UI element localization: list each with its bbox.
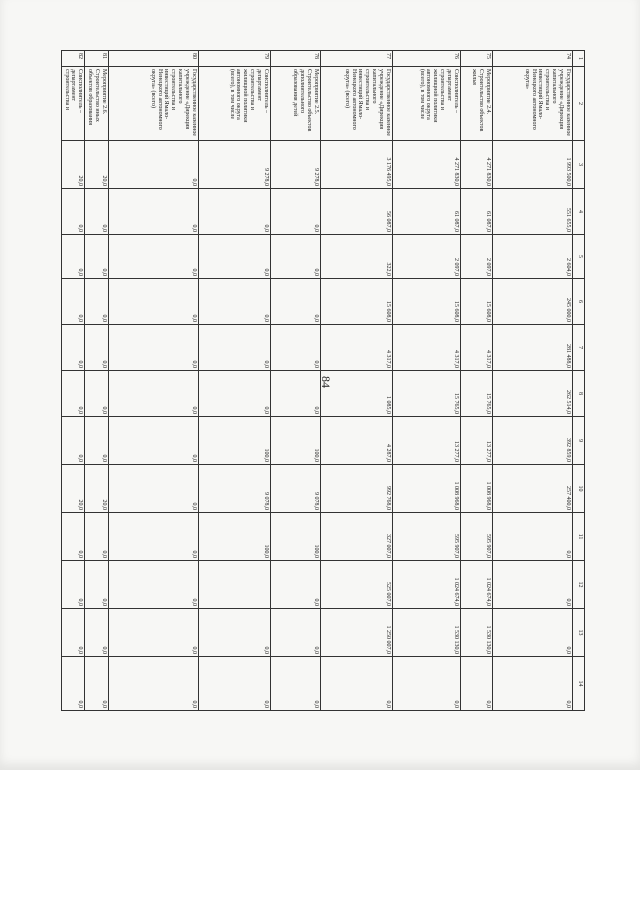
value-cell: 1 008 968,0 <box>461 465 493 513</box>
row-number: 76 <box>393 51 461 67</box>
value-cell: 0,0 <box>109 141 199 189</box>
value-cell: 20,0 <box>85 141 109 189</box>
value-cell: 20,0 <box>85 465 109 513</box>
value-cell: 9 078,0 <box>199 465 271 513</box>
value-cell: 15 608,0 <box>321 279 393 325</box>
value-cell: 0,0 <box>109 371 199 417</box>
budget-table <box>61 50 585 711</box>
value-cell: 100,0 <box>271 513 321 561</box>
value-cell: 1 008 968,0 <box>393 465 461 513</box>
value-cell: 0,0 <box>61 371 85 417</box>
row-number: 74 <box>493 51 573 67</box>
row-name: Соисполнитель – департамент строительства и жилищной политики автономного округа (всего), в том числе <box>393 67 461 141</box>
column-header: 10 <box>573 465 585 513</box>
value-cell: 20,0 <box>61 465 85 513</box>
table-row <box>61 51 85 711</box>
row-number: 75 <box>461 51 493 67</box>
value-cell: 0,0 <box>199 371 271 417</box>
value-cell: 0,0 <box>85 657 109 711</box>
value-cell: 0,0 <box>393 657 461 711</box>
value-cell: 0,0 <box>109 609 199 657</box>
value-cell: 1 530 130,0 <box>461 609 493 657</box>
value-cell: 0,0 <box>109 513 199 561</box>
row-number: 80 <box>109 51 199 67</box>
value-cell: 327 007,0 <box>321 513 393 561</box>
value-cell: 245 000,0 <box>493 279 573 325</box>
value-cell: 3 176 495,0 <box>321 141 393 189</box>
value-cell: 61 087,0 <box>393 189 461 235</box>
column-header: 12 <box>573 561 585 609</box>
value-cell: 0,0 <box>85 609 109 657</box>
value-cell: 0,0 <box>61 279 85 325</box>
value-cell: 262 514,0 <box>493 371 573 417</box>
column-header: 11 <box>573 513 585 561</box>
value-cell: 0,0 <box>61 513 85 561</box>
table-body <box>61 51 572 711</box>
value-cell: 100,0 <box>199 417 271 465</box>
value-cell: 0,0 <box>61 417 85 465</box>
row-name: Соисполнитель – департамент строительства и <box>61 67 85 141</box>
row-number: 78 <box>271 51 321 67</box>
table-row <box>85 51 109 711</box>
value-cell: 1 250 007,0 <box>321 609 393 657</box>
column-header: 7 <box>573 325 585 371</box>
column-header: 2 <box>573 67 585 141</box>
value-cell: 4 317,0 <box>321 325 393 371</box>
value-cell: 4 317,0 <box>461 325 493 371</box>
table-row <box>109 51 199 711</box>
value-cell: 595 907,0 <box>461 513 493 561</box>
row-number: 79 <box>199 51 271 67</box>
table-row <box>393 51 461 711</box>
page-number: 84 <box>319 376 333 388</box>
table-header-row <box>573 51 585 711</box>
value-cell: 0,0 <box>61 235 85 279</box>
column-header: 9 <box>573 417 585 465</box>
table-row <box>461 51 493 711</box>
table-row <box>321 51 393 711</box>
value-cell: 4 317,0 <box>393 325 461 371</box>
value-cell: 61 087,0 <box>461 189 493 235</box>
column-header: 3 <box>573 141 585 189</box>
value-cell: 0,0 <box>61 189 85 235</box>
row-name: Мероприятие 2.5. Строительство объектов дополнительного образования детей <box>271 67 321 141</box>
value-cell: 0,0 <box>493 609 573 657</box>
value-cell: 1 993 500,0 <box>493 141 573 189</box>
table-row <box>271 51 321 711</box>
value-cell: 4 271 830,0 <box>461 141 493 189</box>
value-cell: 15 765,0 <box>461 371 493 417</box>
value-cell: 0,0 <box>493 513 573 561</box>
value-cell: 1 024 674,0 <box>461 561 493 609</box>
value-cell: 0,0 <box>85 279 109 325</box>
value-cell: 0,0 <box>61 609 85 657</box>
value-cell: 992 768,0 <box>321 465 393 513</box>
value-cell: 13 277,0 <box>393 417 461 465</box>
value-cell: 322,0 <box>321 235 393 279</box>
column-header: 1 <box>573 51 585 67</box>
value-cell: 0,0 <box>85 561 109 609</box>
rotated-table-area <box>63 50 585 710</box>
value-cell: 0,0 <box>199 235 271 279</box>
value-cell: 0,0 <box>109 561 199 609</box>
row-name: Государственное казенное учреждение «Дирекция капитального строительства и инвестиций Ямало-Ненецкого автономного округа» (всего) <box>321 67 393 141</box>
value-cell: 0,0 <box>61 561 85 609</box>
value-cell: 1 024 674,0 <box>393 561 461 609</box>
value-cell: 0,0 <box>271 609 321 657</box>
value-cell: 1 085,0 <box>321 371 393 417</box>
value-cell: 281 488,0 <box>493 325 573 371</box>
value-cell: 0,0 <box>109 279 199 325</box>
table-row <box>493 51 573 711</box>
value-cell: 20,0 <box>61 141 85 189</box>
value-cell: 9 278,0 <box>199 141 271 189</box>
value-cell: 0,0 <box>109 189 199 235</box>
value-cell: 0,0 <box>461 657 493 711</box>
value-cell: 0,0 <box>271 657 321 711</box>
value-cell: 4 287,0 <box>321 417 393 465</box>
table-row <box>199 51 271 711</box>
value-cell: 0,0 <box>271 235 321 279</box>
column-header: 8 <box>573 371 585 417</box>
column-header: 4 <box>573 189 585 235</box>
row-name: Мероприятие 2.6. Строительство иных объектов образования <box>85 67 109 141</box>
value-cell: 0,0 <box>85 189 109 235</box>
value-cell: 0,0 <box>85 417 109 465</box>
value-cell: 56 087,0 <box>321 189 393 235</box>
value-cell: 595 907,0 <box>393 513 461 561</box>
value-cell: 9 078,0 <box>271 465 321 513</box>
value-cell: 100,0 <box>199 513 271 561</box>
value-cell: 0,0 <box>493 561 573 609</box>
value-cell: 15 608,0 <box>461 279 493 325</box>
value-cell: 0,0 <box>109 465 199 513</box>
column-header: 6 <box>573 279 585 325</box>
column-header: 5 <box>573 235 585 279</box>
value-cell: 0,0 <box>321 657 393 711</box>
value-cell: 0,0 <box>199 325 271 371</box>
value-cell: 0,0 <box>85 325 109 371</box>
value-cell: 13 277,0 <box>461 417 493 465</box>
value-cell <box>199 561 271 609</box>
row-number: 81 <box>85 51 109 67</box>
row-name: Мероприятие 2.4. Строительство объектов жилья <box>461 67 493 141</box>
row-number: 82 <box>61 51 85 67</box>
column-header: 13 <box>573 609 585 657</box>
value-cell: 0,0 <box>109 417 199 465</box>
value-cell: 392 859,0 <box>493 417 573 465</box>
value-cell: 0,0 <box>271 561 321 609</box>
value-cell: 0,0 <box>199 189 271 235</box>
value-cell: 0,0 <box>199 657 271 711</box>
column-header: 14 <box>573 657 585 711</box>
value-cell: 100,0 <box>271 417 321 465</box>
value-cell: 525 007,0 <box>321 561 393 609</box>
value-cell: 1 530 130,0 <box>393 609 461 657</box>
row-name: Соисполнитель – департамент строительства и жилищной политики автономного округа (всего), в том числе <box>199 67 271 141</box>
row-name: Государственное казенное учреждение «Дирекция капитального строительства и инвестиций Ямало-Ненецкого автономного округа» <box>493 67 573 141</box>
value-cell: 0,0 <box>271 279 321 325</box>
value-cell: 0,0 <box>199 609 271 657</box>
value-cell: 257 400,0 <box>493 465 573 513</box>
value-cell: 0,0 <box>61 325 85 371</box>
value-cell: 0,0 <box>85 235 109 279</box>
value-cell: 2 097,0 <box>393 235 461 279</box>
value-cell: 0,0 <box>109 235 199 279</box>
value-cell: 0,0 <box>109 325 199 371</box>
value-cell: 0,0 <box>199 279 271 325</box>
value-cell: 15 608,0 <box>393 279 461 325</box>
row-number: 77 <box>321 51 393 67</box>
value-cell: 2 604,0 <box>493 235 573 279</box>
value-cell: 15 765,0 <box>393 371 461 417</box>
value-cell: 4 271 830,0 <box>393 141 461 189</box>
value-cell: 0,0 <box>271 189 321 235</box>
value-cell: 0,0 <box>61 657 85 711</box>
value-cell: 0,0 <box>493 657 573 711</box>
value-cell: 551 655,0 <box>493 189 573 235</box>
value-cell: 2 097,0 <box>461 235 493 279</box>
value-cell: 9 278,0 <box>271 141 321 189</box>
value-cell: 0,0 <box>109 657 199 711</box>
row-name: Государственное казенное учреждение «Дирекция капитального строительства и инвестиций Ямало-Ненецкого автономного округа» (всего) <box>109 67 199 141</box>
value-cell: 0,0 <box>271 371 321 417</box>
value-cell: 0,0 <box>85 371 109 417</box>
value-cell: 0,0 <box>85 513 109 561</box>
value-cell: 0,0 <box>271 325 321 371</box>
